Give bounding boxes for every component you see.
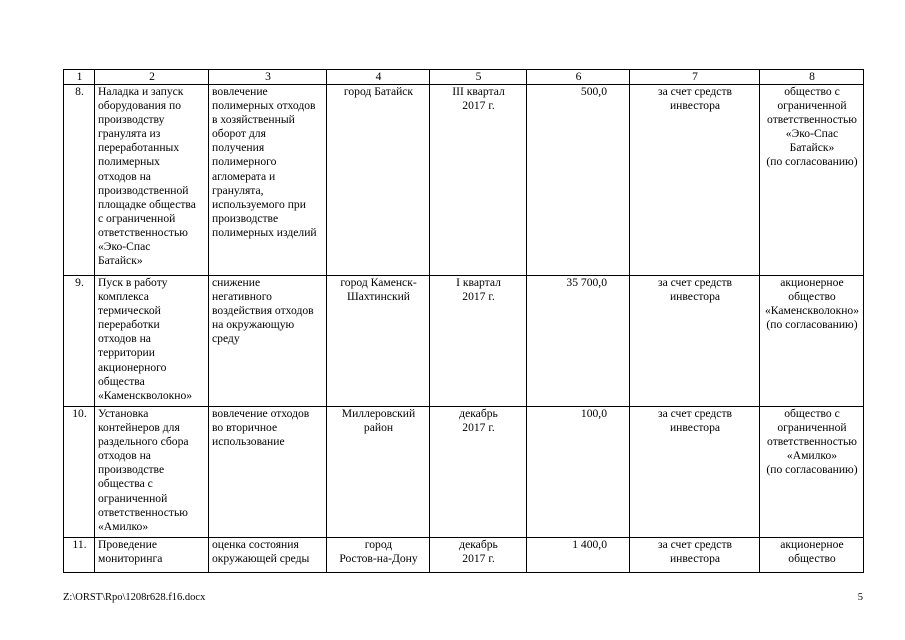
executor-cell: общество с ограниченной ответственностью «Амилко» (по согласованию) [760,407,864,538]
column-header: 5 [430,70,527,85]
column-header: 8 [760,70,864,85]
row-number: 11. [64,538,95,573]
column-header: 1 [64,70,95,85]
goal-cell: вовлечение отходов во вторичное использование [209,407,327,538]
action-cell: Установка контейнеров для раздельного сбора отходов на производстве общества с ограниченной ответственностью «Амилко» [95,407,209,538]
place-cell: город Каменск- Шахтинский [327,276,430,407]
goal-cell: снижение негативного воздействия отходов на окружающую среду [209,276,327,407]
column-header: 2 [95,70,209,85]
row-number: 8. [64,85,95,276]
column-header: 6 [527,70,630,85]
column-header: 3 [209,70,327,85]
goal-cell: вовлечение полимерных отходов в хозяйственный оборот для получения полимерного агломерата и гранулята, используемого при производстве полимерных изделий [209,85,327,276]
column-header: 7 [630,70,760,85]
term-cell: декабрь 2017 г. [430,407,527,538]
amount-cell: 35 700,0 [527,276,630,407]
source-cell: за счет средств инвестора [630,85,760,276]
place-cell: город Ростов-на-Дону [327,538,430,573]
source-cell: за счет средств инвестора [630,538,760,573]
amount-cell: 100,0 [527,407,630,538]
executor-cell: акционерное общество «Каменскволокно» (по согласованию) [760,276,864,407]
source-cell: за счет средств инвестора [630,407,760,538]
measures-table [63,69,864,573]
column-header: 4 [327,70,430,85]
action-cell: Пуск в работу комплекса термической переработки отходов на территории акционерного общества «Каменскволокно» [95,276,209,407]
table-row [64,85,864,276]
term-cell: декабрь 2017 г. [430,538,527,573]
header-row [64,70,864,85]
row-number: 9. [64,276,95,407]
footer-file-path: Z:\ORST\Rpo\1208r628.f16.docx [63,592,206,603]
footer-page-number: 5 [857,592,863,603]
term-cell: I квартал 2017 г. [430,276,527,407]
amount-cell: 500,0 [527,85,630,276]
place-cell: Миллеровский район [327,407,430,538]
table-row [64,407,864,538]
executor-cell: общество с ограниченной ответственностью «Эко-Спас Батайск» (по согласованию) [760,85,864,276]
action-cell: Наладка и запуск оборудования по производству гранулята из переработанных полимерных отходов на производственной площадке общества с ограниченной ответственностью «Эко-Спас Батайск» [95,85,209,276]
executor-cell: акционерное общество [760,538,864,573]
amount-cell: 1 400,0 [527,538,630,573]
source-cell: за счет средств инвестора [630,276,760,407]
table-row [64,538,864,573]
term-cell: III квартал 2017 г. [430,85,527,276]
row-number: 10. [64,407,95,538]
goal-cell: оценка состояния окружающей среды [209,538,327,573]
place-cell: город Батайск [327,85,430,276]
action-cell: Проведение мониторинга [95,538,209,573]
table-row [64,276,864,407]
